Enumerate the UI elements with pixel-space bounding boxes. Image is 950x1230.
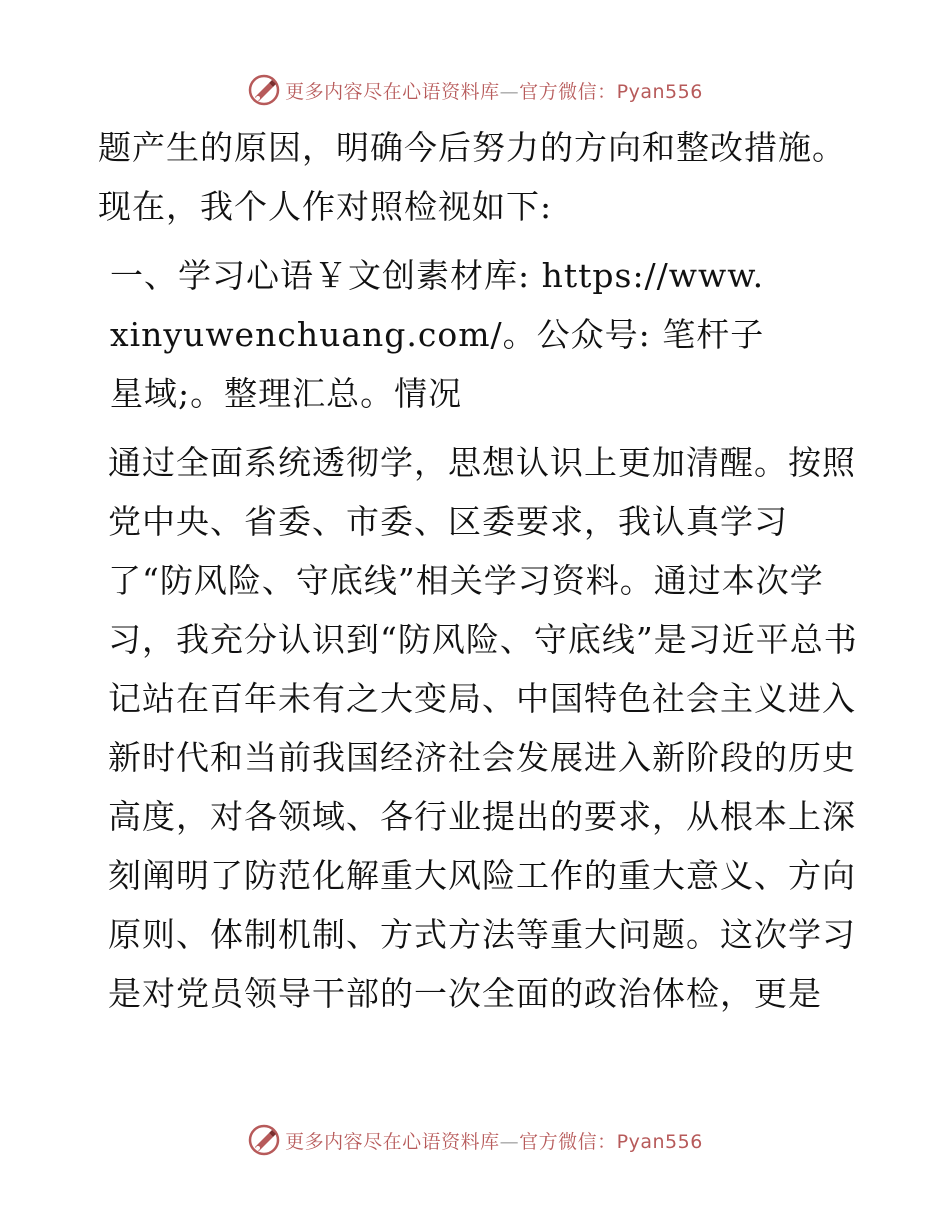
paragraph-main: 通过全面系统透彻学，思想认识上更加清醒。按照党中央、省委、市委、区委要求，我认真学习了“防风险、守底线”相关学习资料。通过本次学习，我充分认识到“防风险、守底线”是习近平总书记站在百年未有之大变局、中国特色社会主义进入新时代和当前我国经济社会发展进入新阶段的历史高度，对各领域、各行业提出的要求，从根本上深刻阐明了防范化解重大风险工作的重大意义、方向原则、体制机制、方式方法等重大问题。这次学习是对党员领导干部的一次全面的政治体检，更是 [108,443,858,1013]
pen-circle-logo-icon [247,1123,281,1157]
banner-dash: — [499,80,520,103]
banner-wechat: 官方微信：Pyan556 [519,80,703,103]
paragraph-intro: 题产生的原因，明确今后努力的方向和整改措施。现在，我个人作对照检视如下: [98,128,846,226]
footer-banner [0,1120,950,1160]
header-banner [0,70,950,110]
banner-dash: — [499,1130,520,1153]
banner-text [285,77,703,104]
document-body [98,118,858,1023]
banner-wechat: 官方微信：Pyan556 [519,1130,703,1153]
banner-text [285,1127,703,1154]
banner-brand: 更多内容尽在心语资料库 [285,80,500,103]
banner-brand: 更多内容尽在心语资料库 [285,1130,500,1153]
pen-circle-logo-icon [247,73,281,107]
section-heading: 一、学习心语￥文创素材库: https://www.xinyuwenchuang.com/。公众号: 笔杆子星域;。整理汇总。情况 [110,256,765,413]
